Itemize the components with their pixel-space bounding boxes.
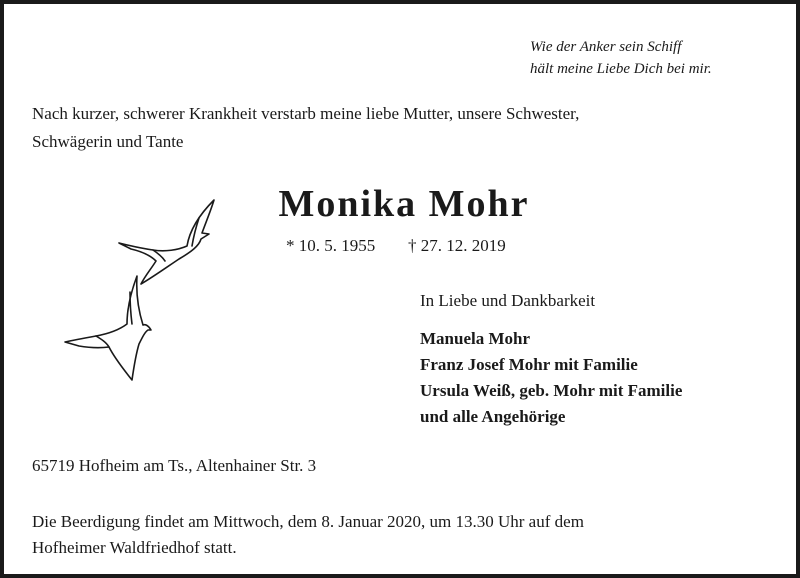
intro-text (32, 100, 752, 156)
mourner-name: Franz Josef Mohr mit Familie (420, 355, 638, 374)
motto-line-1: Wie der Anker sein Schiff (530, 39, 682, 55)
address-line: 65719 Hofheim am Ts., Altenhainer Str. 3 (32, 456, 317, 475)
birth-date: * 10. 5. 1955 (286, 236, 376, 255)
funeral-info (32, 509, 752, 561)
dedication-text: In Liebe und Dankbarkeit (420, 291, 596, 310)
death-date: † 27. 12. 2019 (408, 236, 506, 255)
mourners-block (420, 288, 682, 430)
mourner-name: Ursula Weiß, geb. Mohr mit Familie (420, 381, 683, 400)
intro-line-2: Schwägerin und Tante (32, 132, 184, 151)
mourner-name: und alle Angehörige (420, 407, 566, 426)
funeral-line-2: Hofheimer Waldfriedhof statt. (32, 538, 237, 557)
deceased-name: Monika Mohr (278, 183, 530, 225)
funeral-line-1: Die Beerdigung findet am Mittwoch, dem 8. Januar 2020, um 13.30 Uhr auf dem (32, 512, 584, 531)
mourner-name: Manuela Mohr (420, 329, 531, 348)
two-doves-icon (59, 194, 229, 389)
intro-line-1: Nach kurzer, schwerer Krankheit verstarb meine liebe Mutter, unsere Schwester, (32, 104, 580, 123)
motto-line-2: hält meine Liebe Dich bei mir. (530, 61, 712, 77)
motto-quote (530, 36, 712, 80)
